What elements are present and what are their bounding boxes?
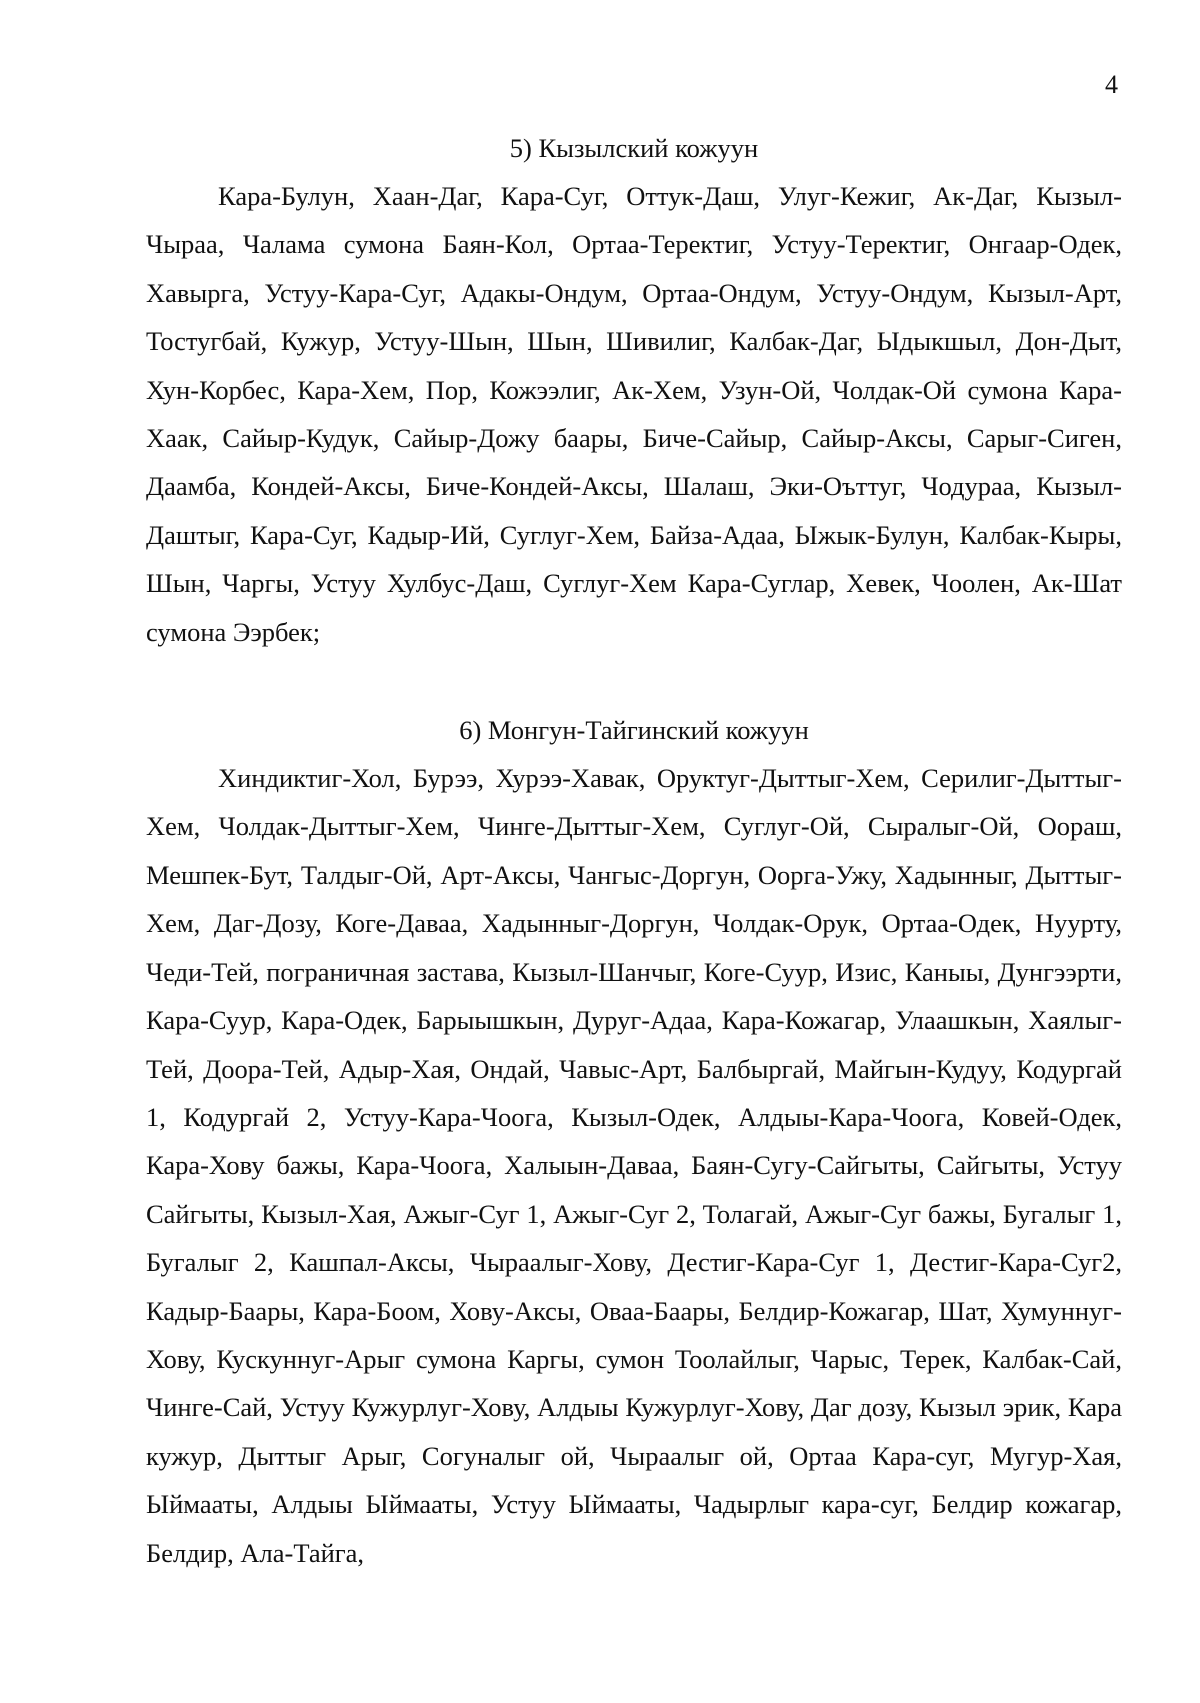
section-heading: 5) Кызылский кожуун bbox=[509, 133, 759, 163]
section-heading: 6) Монгун-Тайгинский кожуун bbox=[459, 715, 809, 746]
section-mongun-taiga bbox=[146, 706, 1122, 1577]
section-body: Кара-Булун, Хаан-Даг, Кара-Суг, Оттук-Даш, Улуг-Кежиг, Ак-Даг, Кызыл-Чыраа, Чалама сумона Баян-Кол, Ортаа-Теректиг, Устуу-Теректиг, Онгаар-Одек, Хавырга, Устуу-Кара-Суг, Адакы-Ондум, Ортаа-Ондум, Устуу-Ондум, Кызыл-Арт, Тостугбай, Кужур, Устуу-Шын, Шын, Шивилиг, Калбак-Даг, Ыдыкшыл, Дон-Дыт, Хун-Корбес, Кара-Хем, Пор, Кожээлиг, Ак-Хем, Узун-Ой, Чолдак-Ой сумона Кара-Хаак, Сайыр-Кудук, Сайыр-Дожу баары, Биче-Сайыр, Сайыр-Аксы, Сарыг-Сиген, Даамба, Кондей-Аксы, Биче-Кондей-Аксы, Шалаш, Эки-Оъттуг, Чодураа, Кызыл-Даштыг, Кара-Суг, Кадыр-Ий, Суглуг-Хем, Байза-Адаа, Ыжык-Булун, Калбак-Кыры, Шын, Чаргы, Устуу Хулбус-Даш, Суглуг-Хем Кара-Суглар, Хевек, Чоолен, Ак-Шат сумона Ээрбек; bbox=[146, 181, 1122, 647]
section-body: Хиндиктиг-Хол, Бурээ, Хурээ-Хавак, Оруктуг-Дыттыг-Хем, Серилиг-Дыттыг-Хем, Чолдак-Дыттыг-Хем, Чинге-Дыттыг-Хем, Суглуг-Ой, Сыралыг-Ой, Оораш, Мешпек-Бут, Талдыг-Ой, Арт-Аксы, Чангыс-Доргун, Оорга-Ужу, Хадынныг, Дыттыг-Хем, Даг-Дозу, Коге-Даваа, Хадынныг-Доргун, Чолдак-Орук, Ортаа-Одек, Нуурту, Чеди-Тей, пограничная застава, Кызыл-Шанчыг, Коге-Суур, Изис, Каныы, Дунгээрти, Кара-Суур, Кара-Одек, Барыышкын, Дуруг-Адаа, Кара-Кожагар, Улаашкын, Хаялыг-Тей, Доора-Тей, Адыр-Хая, Ондай, Чавыс-Арт, Балбыргай, Майгын-Кудуу, Кодургай 1, Кодургай 2, Устуу-Кара-Чоога, Кызыл-Одек, Алдыы-Кара-Чоога, Ковей-Одек, Кара-Хову бажы, Кара-Чоога, Халыын-Даваа, Баян-Сугу-Сайгыты, Сайгыты, Устуу Сайгыты, Кызыл-Хая, Ажыг-Суг 1, Ажыг-Суг 2, Толагай, Ажыг-Суг бажы, Бугалыг 1, Бугалыг 2, Кашпал-Аксы, Чыраалыг-Хову, Дестиг-Кара-Суг 1, Дестиг-Кара-Суг2, Кадыр-Баары, Кара-Боом, Хову-Аксы, Оваа-Баары, Белдир-Кожагар, Шат, Хумуннуг-Хову, Кускуннуг-Арыг сумона Каргы, сумон Тоолайлыг, Чарыс, Терек, Калбак-Сай, Чинге-Сай, Устуу Кужурлуг-Хову, Алдыы Кужурлуг-Хову, Даг дозу, Кызыл эрик, Кара кужур, Дыттыг Арыг, Согуналыг ой, Чыраалыг ой, Ортаа Кара-суг, Мугур-Хая, Ыймааты, Алдыы Ыймааты, Устуу Ыймааты, Чадырлыг кара-суг, Белдир кожагар, Белдир, Ала-Тайга, bbox=[146, 763, 1122, 1568]
document-content bbox=[146, 124, 1122, 1577]
section-spacer bbox=[146, 656, 1122, 706]
section-kyzyl bbox=[146, 124, 1122, 656]
page-number: 4 bbox=[1105, 70, 1118, 99]
